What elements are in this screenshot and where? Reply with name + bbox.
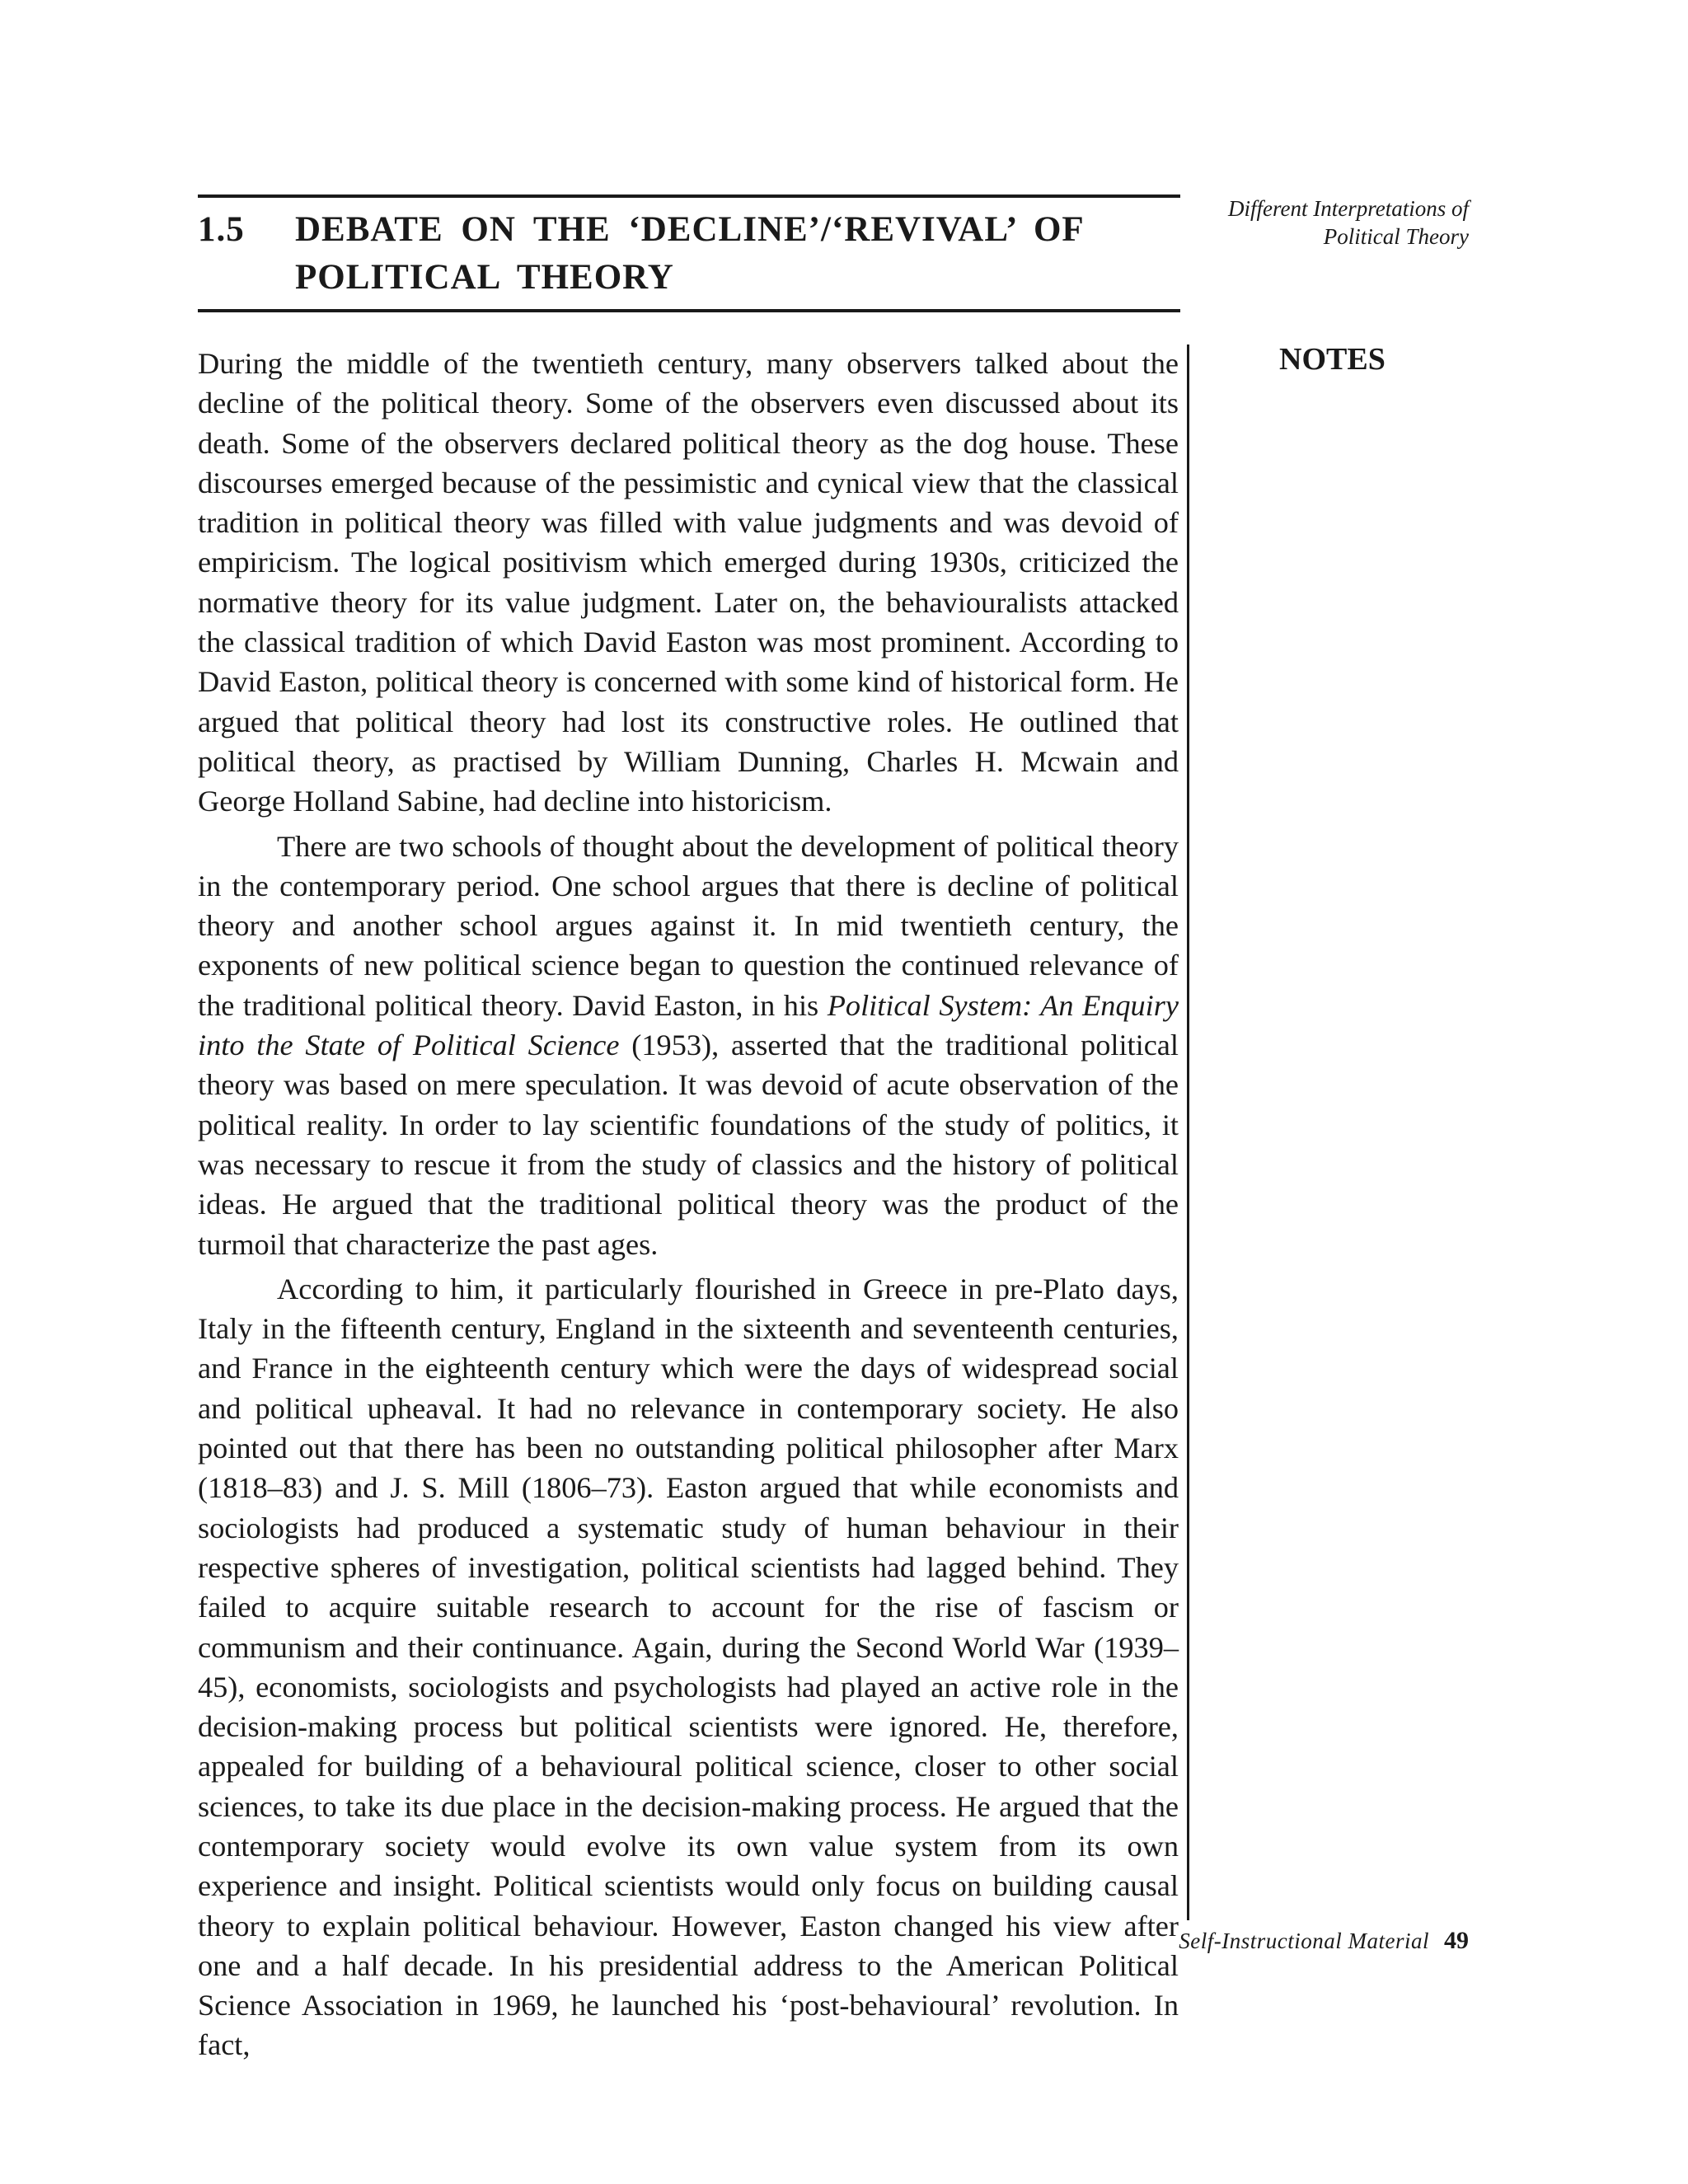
section-title: DEBATE ON THE ‘DECLINE’/‘REVIVAL’ OF POLITICAL THEORY <box>295 210 1084 297</box>
paragraph-2-text-b: (1953), asserted that the traditional political theory was based on mere speculation. It was devoid of acute observation of the political reality. In order to lay scientific foundations of the study of politics, it was necessary to rescue it from the study of classics and the history of political ideas. He argued that the traditional political theory was the product of the turmoil that characterize the past ages. <box>198 1029 1179 1261</box>
running-head-line-2: Political Theory <box>1323 224 1469 249</box>
heading-bottom-rule <box>198 309 1180 312</box>
book-title: Political System: An Enquiry into the State of Political Science <box>198 988 1179 1062</box>
body-text <box>198 344 1179 2070</box>
section-number: 1.5 <box>198 210 245 249</box>
paragraph-2 <box>198 827 1179 1264</box>
running-head <box>1187 194 1469 251</box>
notes-label: NOTES <box>1279 342 1386 377</box>
page-number: 49 <box>1444 1927 1469 1954</box>
page-footer <box>1088 1927 1469 1955</box>
paragraph-1: During the middle of the twentieth century, many observers talked about the decline of the political theory. Some of the observers even discussed about its death. Some of the observers declared political theory as the dog house. These discourses emerged because of the pessimistic and cynical view that the classical tradition in political theory was filled with value judgments and was devoid of empiricism. The logical positivism which emerged during 1930s, criticized the normative theory for its value judgment. Later on, the behaviouralists attacked the classical tradition of which David Easton was most prominent. According to David Easton, political theory is concerned with some kind of historical form. He argued that political theory had lost its constructive roles. He outlined that political theory, as practised by William Dunning, Charles H. Mcwain and George Holland Sabine, had decline into historicism. <box>198 347 1179 818</box>
heading-top-rule <box>198 194 1180 198</box>
footer-label: Self-Instructional Material <box>1179 1929 1429 1953</box>
paragraph-3: According to him, it particularly flourished in Greece in pre-Plato days, Italy in the fifteenth century, England in the sixteenth and seventeenth centuries, and France in the eighteenth century which were the days of widespread social and political upheaval. It had no relevance in contemporary society. He also pointed out that there has been no outstanding political philosopher after Marx (1818–83) and J. S. Mill (1806–73). Easton argued that while economists and sociologists had produced a systematic study of human behaviour in their respective spheres of investigation, political scientists had lagged behind. They failed to acquire suitable research to account for the rise of fascism or communism and their continuance. Again, during the Second World War (1939–45), economists, sociologists and psychologists had played an active role in the decision-making process but political scientists were ignored. He, therefore, appealed for building of a behavioural political science, closer to other social sciences, to take its due place in the decision-making process. He argued that the contemporary society would evolve its own value system from its own experience and insight. Political scientists would only focus on building causal theory to explain political behaviour. However, Easton changed his view after one and a half decade. In his presidential address to the American Political Science Association in 1969, he launched his ‘post-behavioural’ revolution. In fact, <box>198 1272 1179 2062</box>
section-heading <box>198 206 1179 302</box>
running-head-line-1: Different Interpretations of <box>1228 196 1469 221</box>
paragraph-2-text-a: There are two schools of thought about the development of political theory in the contemporary period. One school argues that there is decline of political theory and another school argues against it. In mid twentieth century, the exponents of new political science began to question the continued relevance of the traditional political theory. David Easton, in his <box>198 829 1179 1022</box>
margin-divider <box>1187 344 1189 1920</box>
